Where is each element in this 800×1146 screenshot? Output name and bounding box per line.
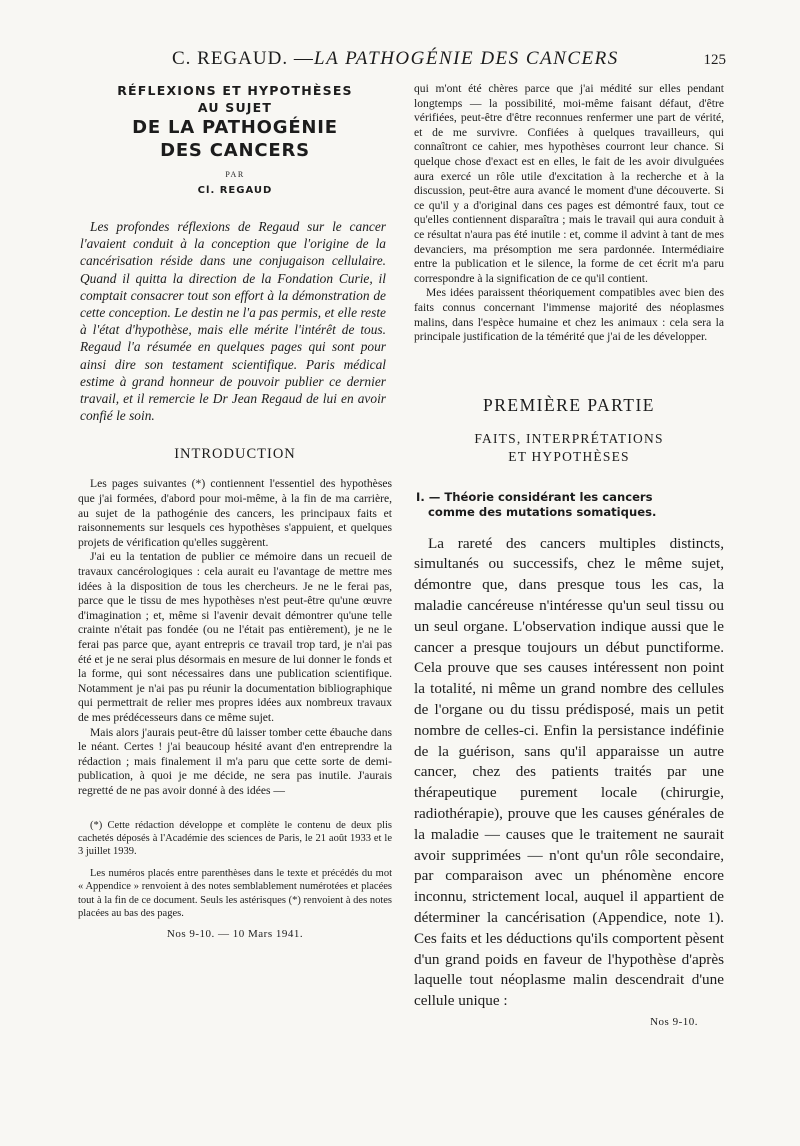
right-paragraph-1: qui m'ont été chères parce que j'ai médité sur elles pendant longtemps — la possibilité, moi-même faisant défaut, d'être vérifiées, peut-être d'être reconnues renfermer une part de vérité, et de me survivre. Confiées à quelques travailleurs, qui connaîtront ce cahier, mes hypothèses courront leur chance. Si quelque chose d'exact est en elles, le fait de les avoir divulguées aura exercé un rôle utile d'excitation à la recherche et à la discussion, peut-être aura avancé le moment d'une découverte. Si ce qu'il y a d'original dans ces pages est démontré faux, tout ce qu'elles contiennent disparaîtra ; mais le travail qui aura conduit à ce résultat n'aura pas été inutile : et, comme il advint à tant de mes devanciers, ma présomption me sera pardonnée. Intermédiaire entre la publication et le silence, la forme de cet écrit m'a paru correspondre à la signification de ce qu'il contient. [414,82,724,285]
running-header [120,46,740,78]
intro-paragraph-3: Mais alors j'aurais peut-être dû laisser tomber cette ébauche dans le néant. Certes ! j'ai beaucoup hésité avant d'en entreprendre la rédaction ; mais finalement il m'a paru que cette sorte de demi-publication, à quoi je me décide, ne sera pas inutile. J'aurais regretté de ne pas avoir donné à des idées — [78,725,392,797]
main-paragraph: La rareté des cancers multiples distincts, simultanés ou successifs, chez le même sujet, démontre que, dans presque tous les cas, la maladie cancéreuse n'intéresse qu'un seul tissu ou un seul organe. L'observation indique aussi que le cancer a presque toujours un début punctiforme. Cela prouve que ses causes intéressent non point la totalité, ni même un grand nombre des cellules de l'organe ou du tissu prédisposé, mais un petit nombre de celles-ci. Enfin la persistance indéfinie de la guérison, sans qu'il apparaisse un autre cancer, chez des patients traités par une thérapeutique purement locale (chirurgie, radiothérapie), prouve que les causes générales de la maladie — causes que le traitement ne saurait avoir supprimées — n'ont qu'un rôle secondaire, par comparaison avec un phénomène encore inconnu, strictement local, auquel il appartient de déterminer la cancérisation (Appendice, note 1). Ces faits et les déductions qu'ils comportent pèsent d'un grand poids en faveur de l'hypothèse d'après laquelle tout néoplasme malin descendrait d'une cellule unique : [414,534,724,1010]
footnote-2: Les numéros placés entre parenthèses dans le texte et précédés du mot « Appendice » renvoient à des notes semblablement numérotées et placées tout à la fin de ce document. Seuls les astérisques (*) renvoient à des notes placées au bas des pages. [78,868,392,919]
header-title: LA PATHOGÉNIE DES CANCERS [314,48,619,69]
article-abstract: Les profondes réflexions de Regaud sur le cancer l'avaient conduit à la conception que l'origine de la cancérisation réside dans une conjugaison cellulaire. Quand il quitta la direction de la Fondation Curie, il comptait consacrer tout son effort à la démonstration de cette conception. Le destin ne l'a pas permis, et elle reste à l'état d'hypothèse, mais elle mérite l'intérêt de tous. Regaud l'a résumée en quelques pages qui sont pour ainsi dire son testament scientifique. Paris médical estime à grand honneur de pouvoir publier ce dernier travail, et il remercie le Dr Jean Regaud de lui en avoir confié le soin. [80,219,386,424]
issue-info-right: Nos 9-10. [650,1016,698,1029]
title-line-4: DES CANCERS [160,140,310,161]
part-subtitle-line-1: FAITS, INTERPRÉTATIONS [474,430,664,446]
part-subtitle-line-2: ET HYPOTHÈSES [508,448,630,464]
title-line-3: DE LA PATHOGÉNIE [132,117,338,138]
part-subtitle [414,430,724,466]
part-title: PREMIÈRE PARTIE [482,394,655,415]
left-column [78,82,392,940]
article-title-block [78,82,392,196]
introduction-heading: INTRODUCTION [174,446,296,463]
title-line-2: AU SUJET [197,100,273,115]
right-column [414,82,724,1028]
issue-info-left: Nos 9-10. — 10 Mars 1941. [166,927,304,940]
page-number: 125 [703,52,726,68]
intro-paragraph-2: J'ai eu la tentation de publier ce mémoire dans un recueil de travaux cancérologiques : cela aurait eu l'avantage de mettre mes idées à la disposition de tous les chercheurs. Je ne le ferai pas, parce que le tissu de mes hypothèses n'est peut-être qu'une œuvre d'imagination ; et, même si l'avenir devait démontrer qu'une telle crainte n'était pas fondée (ou ne l'était pas entièrement), je ne le ferai pas parce que, ayant entrepris ce travail trop tard, je n'ai pas été et je ne serai plus désormais en mesure de lui donner le fonds et la forme, qui sont nécessaires dans une publication scientifique. Notamment je n'ai pas pu réunir la documentation bibliographique qui permettrait de relier mes propres idées aux nombreux travaux de mes prédécesseurs dans ce même sujet. [78,550,392,724]
intro-paragraph-1: Les pages suivantes (*) contiennent l'essentiel des hypothèses que j'ai formées, d'abord pour moi-même, à la fin de ma carrière, au sujet de la pathogénie des cancers, les principaux faits et raisonnements sur lesquels ces hypothèses s'appuient, et quelques projets de vérification qu'elles suggèrent. [78,477,392,549]
subsection-heading [414,490,724,520]
article-author: Cl. REGAUD [197,185,273,196]
right-paragraph-2: Mes idées paraissent théoriquement compatibles avec bien des faits connus concernant l'immense majorité des néoplasmes malins, dans l'espèce humaine et chez les animaux : cela sera la principale justification de la témérité que j'ai de les développer. [414,286,724,344]
footnote-1: (*) Cette rédaction développe et complète le contenu de deux plis cachetés déposés à l'Académie des sciences de Paris, le 21 août 1933 et le 3 juillet 1939. [78,819,392,857]
subsection-line-2: comme des mutations somatiques. [428,504,657,519]
header-author: C. REGAUD. — [172,48,314,69]
title-par: PAR [225,170,245,179]
subsection-line-1: I. — Théorie considérant les cancers [416,489,653,504]
title-line-1: RÉFLEXIONS ET HYPOTHÈSES [117,83,353,98]
